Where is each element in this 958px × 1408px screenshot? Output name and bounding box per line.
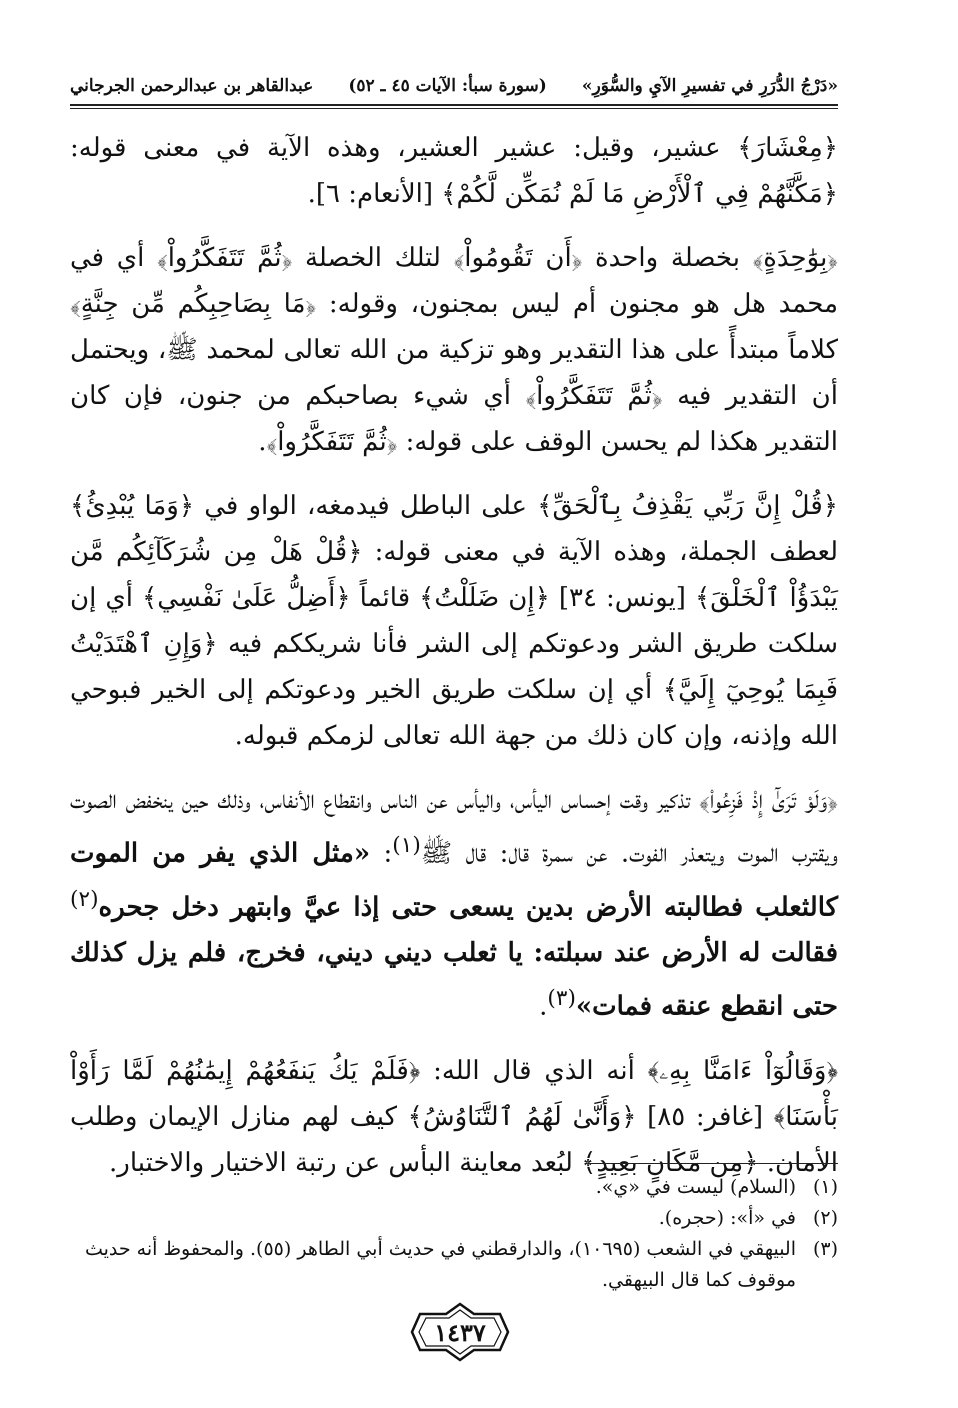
footnote-text: البيهقي في الشعب (١٠٦٩٥)، والدارقطني في حديث أبي الطاهر (٥٥). والمحفوظ أنه حديث موقوف كما قال البيهقي.: [84, 1238, 796, 1291]
footnote-number: (١): [812, 1176, 838, 1198]
header-rule: [70, 104, 838, 106]
surah-range: (سورة سبأ: الآيات ٤٥ ـ ٥٢): [348, 76, 547, 96]
page-number: ١٤٣٧: [434, 1317, 486, 1347]
footnote-ref-2[interactable]: (٢): [70, 886, 99, 912]
hadith-text-a: «مثل الذي يفر من الموت كالثعلب فطالبته الأرض بدين يسعى حتى إذا عيَّ وابتهر دخل جحره: [70, 838, 838, 923]
author-name: عبدالقاهر بن عبدالرحمن الجرجاني: [70, 76, 314, 96]
footnote-number: (٢): [812, 1207, 838, 1229]
footnote-rule: [588, 1163, 838, 1164]
paragraph-4: [70, 777, 838, 1030]
main-text: [70, 125, 838, 1204]
paragraph-4-end: .: [539, 991, 548, 1022]
footnote-ref-1[interactable]: (١): [392, 833, 421, 858]
paragraph-3: ﴿قُلْ إِنَّ رَبِّي يَقْذِفُ بِٱلْحَقِّ﴾ على الباطل فيدمغه، الواو في ﴿وَمَا يُبْدِئُ﴾ لعطف الجملة، وهذه الآية في معنى قوله: ﴿قُلْ هَلْ مِن شُرَكَآئِكُم مَّن يَبْدَؤُاْ ٱلْخَلْقَ﴾ [يونس: ٣٤] ﴿إِن ضَلَلْتُ﴾ قائماً ﴿أَضِلُّ عَلَىٰ نَفْسِي﴾ أي إن سلكت طريق الشر ودعوتكم إلى الشر فأنا شريككم فيه ﴿وَإِنِ ٱهْتَدَيْتُ فَبِمَا يُوحِيٓ إِلَيَّ﴾ أي إن سلكت طريق الخير ودعوتكم إلى الخير فبوحي الله وإذنه، وإن كان ذلك من جهة الله تعالى لزمكم قبوله.: [70, 491, 838, 751]
footnote-1: [70, 1172, 838, 1203]
footnote-ref-3[interactable]: (٣): [547, 986, 576, 1012]
footnote-text: (السلام) ليست في «ي».: [595, 1176, 796, 1198]
footnote-text: في «أ»: (حجره).: [658, 1207, 796, 1229]
book-title: «دَرْجُ الدُّرَرِ في تفسيرِ الآيِ والسُّوَرِ»: [581, 76, 838, 96]
footnote-2: [70, 1203, 838, 1234]
paragraph-2: ﴿بِوَٰحِدَةٍ﴾ بخصلة واحدة ﴿أَن تَقُومُواْ﴾ لتلك الخصلة ﴿ثُمَّ تَتَفَكَّرُواْ﴾ أي في محمد هل هو مجنون أم ليس بمجنون، وقوله: ﴿مَا بِصَاحِبِكُم مِّن جِنَّةٍ﴾ كلاماً مبتدأً على هذا التقدير وهو تزكية من الله تعالى لمحمد ﷺ، ويحتمل أن التقدير فيه ﴿ثُمَّ تَتَفَكَّرُواْ﴾ أي شيء بصاحبكم من جنون، فإن كان التقدير هكذا لم يحسن الوقف على قوله: ﴿ثُمَّ تَتَفَكَّرُواْ﴾.: [70, 243, 838, 457]
page-number-badge: [410, 1302, 510, 1362]
footnote-number: (٣): [812, 1238, 838, 1260]
running-header: [70, 70, 838, 102]
paragraph-1: ﴿مِعْشَارَ﴾ عشير، وقيل: عشير العشير، وهذه الآية في معنى قوله: ﴿مَكَّنَّهُمْ فِي ٱلْأَرْضِ مَا لَمْ نُمَكِّن لَّكُمْ﴾ [الأنعام: ٦].: [70, 133, 838, 209]
hadith-text-b: فقالت له الأرض عند سبلته: يا ثعلب ديني ديني، فخرج، فلم يزل كذلك حتى انقطع عنقه فمات»: [70, 938, 838, 1022]
paragraph-5: ﴿وَقَالُوٓاْ ءَامَنَّا بِهِۦ﴾ أنه الذي قال الله: ﴿فَلَمْ يَكُ يَنفَعُهُمْ إِيمَٰنُهُمْ لَمَّا رَأَوْاْ بَأْسَنَا﴾ [غافر: ٨٥] ﴿وَأَنَّىٰ لَهُمُ ٱلتَّنَاوُشُ﴾ كيف لهم منازل الإيمان وطلب الأمان. ﴿مِن مَّكَانٍ بَعِيدٍ﴾ لبُعد معاينة البأس عن رتبة الاختيار والاختبار.: [70, 1055, 838, 1178]
paragraph-4-colon: :: [370, 838, 393, 869]
header-rule-thin: [70, 108, 838, 109]
footnotes: [70, 1172, 838, 1296]
paragraph-4-intro: ﴿وَلَوْ تَرَىٰٓ إِذْ فَزِعُواْ﴾ تذكير وقت إحساس اليأس، واليأس عن الناس وانقطاع الأنفاس، وذلك حين ينخفض الصوت ويقترب الموت ويتعذر الفوت. عن سمرة قال: قال ﷺ: [70, 785, 839, 869]
footnote-3: [70, 1234, 838, 1296]
